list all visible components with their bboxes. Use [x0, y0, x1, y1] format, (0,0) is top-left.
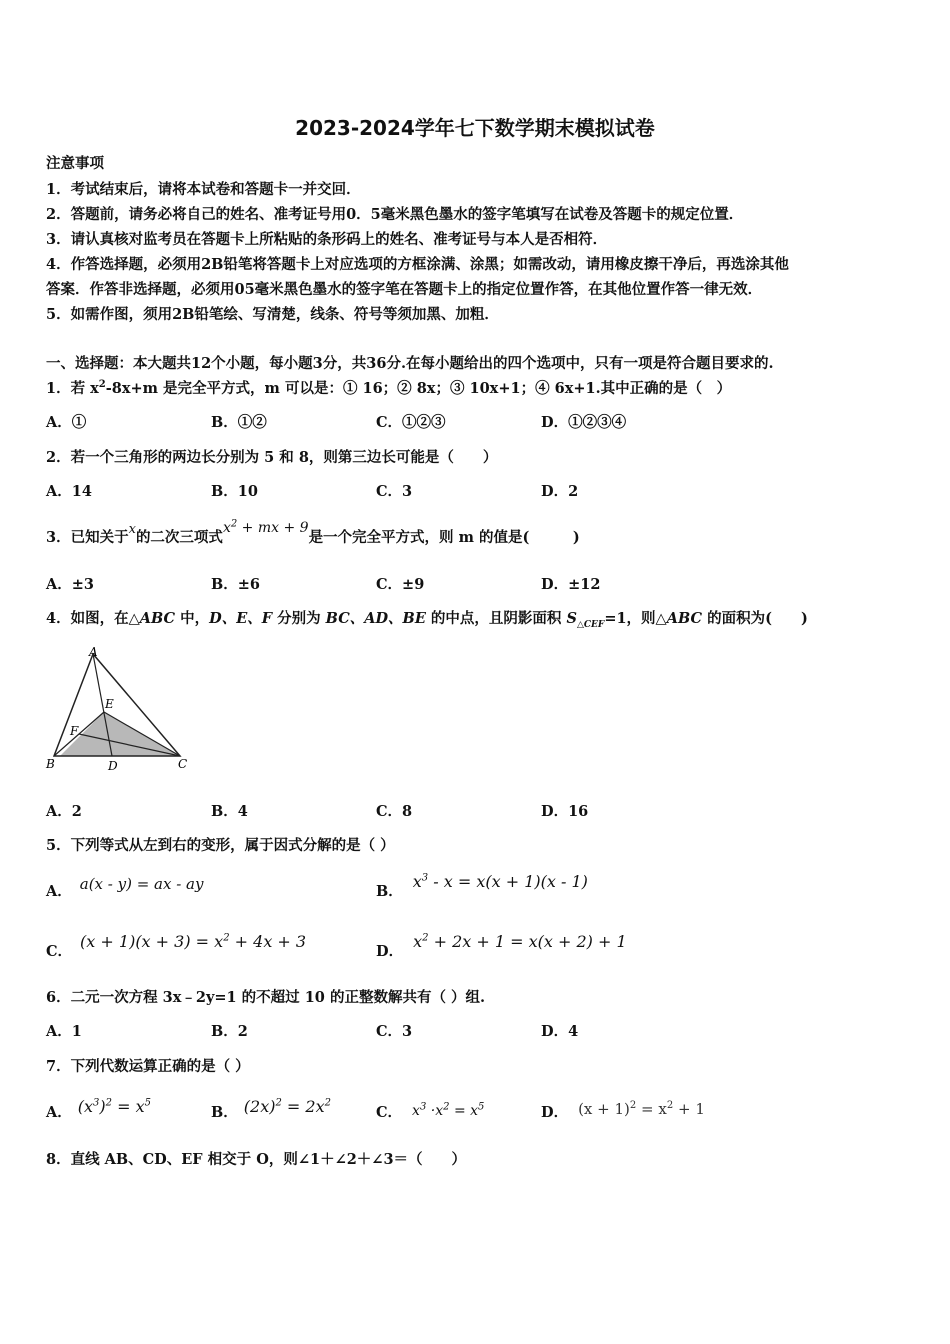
q5-d-expr: [413, 932, 627, 951]
q5-d-b: + 2x + 1 = x(x + 2) + 1: [428, 932, 627, 951]
note-item: 5．如需作图，须用2B铅笔绘、写清楚，线条、符号等须加黑、加粗．: [46, 306, 499, 323]
q2-option-a[interactable]: A．14: [46, 483, 92, 500]
q5-option-b[interactable]: [376, 872, 588, 901]
q4-stem-5: =1，则△: [604, 610, 667, 627]
q3-expr-sup: 2: [230, 518, 238, 530]
q5-b-expr: [413, 872, 588, 891]
q3-option-d[interactable]: D．±12: [541, 576, 601, 593]
q1-option-c[interactable]: C．①②③: [376, 414, 446, 431]
label-a: A: [89, 645, 98, 659]
q7-d-3: + 1: [673, 1100, 705, 1118]
q4-option-b[interactable]: B．4: [211, 803, 248, 820]
q7-d-expr: [578, 1100, 705, 1118]
q3-stem-3: 是一个完全平方式，则 m 的值是( ): [308, 529, 580, 546]
q6-option-a[interactable]: A．1: [46, 1023, 82, 1040]
q3-option-a[interactable]: A．±3: [46, 576, 94, 593]
q1-option-a[interactable]: A．①: [46, 414, 87, 431]
q5-c-sup: 2: [223, 932, 230, 944]
question-5: 5．下列等式从左到右的变形，属于因式分解的是（ ）: [46, 837, 395, 854]
q5-d-a: x: [413, 932, 423, 951]
q4-option-a[interactable]: A．2: [46, 803, 82, 820]
q7-a-1: (x: [77, 1097, 94, 1116]
question-4: [46, 607, 808, 630]
q1-stem-pre: 1．若 x: [46, 380, 99, 397]
q7-b-s1: 2: [275, 1097, 282, 1109]
q7-c-1: x: [412, 1103, 420, 1119]
page-title: 2023-2024学年七下数学期末模拟试卷: [295, 116, 655, 140]
label-e: E: [105, 697, 114, 711]
question-8: 8．直线 AB、CD、EF 相交于 O，则∠1＋∠2＋∠3＝（ ）: [46, 1151, 467, 1168]
question-1: [46, 377, 731, 398]
q3-expr-b: + mx + 9: [237, 520, 309, 536]
q4-sub: △CEF: [576, 619, 605, 630]
q5-a-expr: a(x - y) = ax - ay: [79, 875, 204, 893]
question-6: 6．二元一次方程 3x﹣2y=1 的不超过 10 的正整数解共有（ ）组.: [46, 989, 486, 1006]
q7-c-label: C．: [376, 1104, 403, 1121]
note-item: 4．作答选择题，必须用2B铅笔将答题卡上对应选项的方框涂满、涂黑；如需改动，请用橡皮擦干净后，再选涂其他: [46, 256, 789, 273]
q5-b-sup: 3: [421, 872, 429, 884]
q4-abc2: ABC: [666, 610, 703, 627]
q1-stem-post: -8x+m 是完全平方式，m 可以是：① 16；② 8x；③ 10x+1；④ 6x+1.其中正确的是（ ）: [105, 380, 732, 397]
q7-c-s3: 5: [478, 1101, 485, 1113]
q6-option-d[interactable]: D．4: [541, 1023, 579, 1040]
q1-option-b[interactable]: B．①②: [211, 414, 267, 431]
q7-d-s2: 2: [666, 1100, 674, 1111]
q7-option-a[interactable]: [46, 1097, 152, 1122]
q7-b-s2: 2: [324, 1097, 331, 1109]
q4-stem-4: 的中点，且阴影面积: [425, 610, 567, 627]
note-item: 3．请认真核对监考员在答题卡上所粘贴的条形码上的姓名、准考证号与本人是否相符．: [46, 231, 608, 248]
q5-b-a: x: [412, 872, 422, 891]
q5-d-sup: 2: [422, 932, 429, 944]
q7-c-s2: 2: [443, 1101, 450, 1113]
q5-option-c[interactable]: [46, 932, 307, 961]
q7-c-s1: 3: [419, 1101, 427, 1113]
q3-stem-1: 3．已知关于: [46, 529, 129, 546]
note-item: 答案．作答非选择题，必须用05毫米黑色墨水的签字笔在答题卡上的指定位置作答，在其他位置作答一律无效．: [46, 281, 763, 298]
q4-s: S: [566, 610, 577, 627]
q1-option-d[interactable]: D．①②③④: [541, 414, 627, 431]
q7-a-s2: 2: [105, 1097, 113, 1109]
label-c: C: [178, 757, 188, 771]
q7-d-1: (x + 1): [578, 1100, 630, 1118]
q5-d-label: D．: [376, 943, 404, 960]
q4-stem-3: 分别为: [272, 610, 326, 627]
q4-stem-1: 4．如图，在△: [46, 610, 140, 627]
q3-variable: x: [128, 522, 136, 537]
q7-c-2: ·x: [426, 1103, 444, 1119]
notes-heading: 注意事项: [46, 155, 104, 172]
q3-expression: [223, 520, 309, 536]
q5-b-label: B．: [376, 883, 403, 900]
note-item: 1．考试结束后，请将本试卷和答题卡一并交回．: [46, 181, 361, 198]
label-d: D: [108, 759, 118, 773]
q4-def: D、E、F: [209, 610, 273, 627]
q5-c-a: (x + 1)(x + 3) = x: [80, 932, 224, 951]
q7-c-3: = x: [449, 1103, 479, 1119]
q5-a-label: A．: [46, 883, 72, 900]
q7-option-b[interactable]: [211, 1097, 331, 1122]
q6-option-c[interactable]: C．3: [376, 1023, 413, 1040]
q3-option-c[interactable]: C．±9: [376, 576, 425, 593]
q5-b-b: - x = x(x + 1)(x - 1): [428, 872, 588, 891]
q4-stem-2: 中，: [175, 610, 210, 627]
question-7: 7．下列代数运算正确的是（ ）: [46, 1058, 250, 1075]
q7-a-3: = x: [112, 1097, 145, 1116]
q3-expr-a: x: [222, 520, 231, 536]
q7-b-expr: [244, 1097, 331, 1116]
q5-c-expr: [80, 932, 306, 951]
q5-option-a[interactable]: [46, 875, 204, 901]
q7-b-label: B．: [211, 1104, 238, 1121]
q7-option-d[interactable]: [541, 1101, 705, 1122]
question-2: 2．若一个三角形的两边长分别为 5 和 8，则第三边长可能是（ ）: [46, 449, 498, 466]
q7-option-c[interactable]: [376, 1101, 484, 1122]
q7-c-expr: [412, 1103, 484, 1119]
q5-option-d[interactable]: [376, 932, 627, 961]
q4-option-c[interactable]: C．8: [376, 803, 413, 820]
q7-a-2: ): [99, 1097, 106, 1116]
section-heading: 一、选择题：本大题共12个小题，每小题3分，共36分.在每小题给出的四个选项中，只有一项是符合题目要求的.: [46, 355, 774, 372]
label-b: B: [46, 757, 55, 771]
q7-b-2: = 2x: [281, 1097, 325, 1116]
q1-stem-sup: 2: [98, 379, 106, 391]
q7-a-expr: [78, 1097, 151, 1116]
q7-b-1: (2x): [243, 1097, 276, 1116]
q4-mids: BC、AD、BE: [325, 610, 426, 627]
q4-option-d[interactable]: D．16: [541, 803, 589, 820]
q7-d-s1: 2: [629, 1100, 637, 1111]
q4-abc: ABC: [139, 610, 176, 627]
q3-option-b[interactable]: B．±6: [211, 576, 260, 593]
label-f: F: [70, 724, 79, 738]
q7-d-2: = x: [636, 1100, 667, 1118]
q2-option-b[interactable]: B．10: [211, 483, 258, 500]
q7-a-s3: 5: [144, 1097, 152, 1109]
q5-c-label: C．: [46, 943, 73, 960]
q4-stem-6: 的面积为( ): [702, 610, 808, 627]
q7-a-s1: 3: [93, 1097, 100, 1109]
triangle-figure: [44, 644, 194, 776]
q7-d-label: D．: [541, 1104, 569, 1121]
q7-a-label: A．: [46, 1104, 72, 1121]
q6-option-b[interactable]: B．2: [211, 1023, 248, 1040]
note-item: 2．答题前，请务必将自己的姓名、准考证号用0．5毫米黑色墨水的签字笔填写在试卷及答题卡的规定位置．: [46, 206, 744, 223]
q2-option-c[interactable]: C．3: [376, 483, 413, 500]
q2-option-d[interactable]: D．2: [541, 483, 579, 500]
q3-stem-2: 的二次三项式: [135, 529, 223, 546]
question-3: [46, 518, 580, 547]
q5-c-b: + 4x + 3: [229, 932, 307, 951]
